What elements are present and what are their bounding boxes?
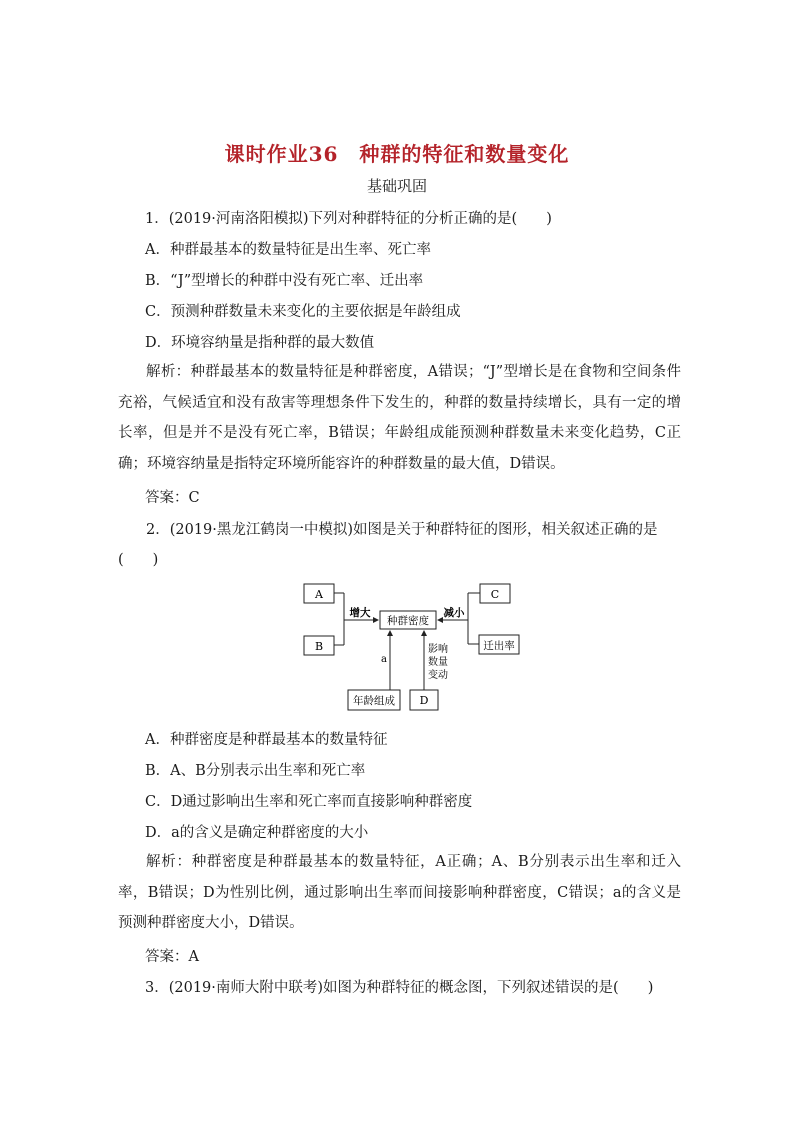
question-1-option-d: D．环境容纳量是指种群的最大数值 [145,335,375,351]
question-1-option-a: A．种群最基本的数量特征是出生率、死亡率 [145,242,431,258]
diagram-label-influence-1: 影响 [428,644,448,655]
diagram-box-c [480,584,510,603]
question-2-option-c: C．D通过影响出生率和死亡率而直接影响种群密度 [145,794,473,810]
svg-text:D: D [419,694,429,707]
svg-text:年龄组成: 年龄组成 [353,695,395,707]
svg-text:迁出率: 迁出率 [483,640,515,652]
svg-text:种群密度: 种群密度 [387,615,429,627]
diagram-box-emigration [479,635,519,654]
diagram-label-influence-2: 数量 [428,657,448,668]
question-2-option-a: A．种群密度是种群最基本的数量特征 [145,732,388,748]
question-2-option-d: D．a的含义是确定种群密度的大小 [145,825,369,841]
question-2-option-b: B．A、B分别表示出生率和死亡率 [145,763,366,779]
question-1-option-c: C．预测种群数量未来变化的主要依据是年龄组成 [145,304,461,320]
diagram-box-a [304,584,334,603]
question-1-analysis: 解析：种群最基本的数量特征是种群密度，A错误；“J”型增长是在食物和空间条件充裕，气候适宜和没有敌害等理想条件下发生的，种群的数量持续增长，具有一定的增长率，但是并不是没有死亡率，B错误；年龄组成能预测种群数量未来变化趋势，C正确；环境容纳量是指特定环境所能容许的种群数量的最大值，D错误。 [118,364,681,472]
diagram-box-b [304,636,334,655]
svg-text:B: B [314,640,324,653]
diagram-box-d [410,690,438,710]
population-feature-diagram [300,578,530,716]
diagram-label-a: a [381,654,387,665]
diagram-box-age-structure [348,690,400,710]
section-heading: 基础巩固 [366,177,427,195]
question-3-stem: 3．(2019·南师大附中联考)如图为种群特征的概念图，下列叙述错误的是( ) [145,980,654,996]
diagram-label-increase: 增大 [349,607,371,619]
diagram-box-density [380,611,436,629]
diagram-left-connector [334,593,378,645]
question-2-analysis: 解析：种群密度是种群最基本的数量特征，A正确；A、B分别表示出生率和迁入率，B错误；D为性别比例，通过影响出生率而间接影响种群密度，C错误；a的含义是预测种群密度大小，D错误。 [118,854,681,931]
question-1-option-b: B．“J”型增长的种群中没有死亡率、迁出率 [145,273,424,289]
svg-text:C: C [490,588,500,601]
question-2-stem: 2．(2019·黑龙江鹤岗一中模拟)如图是关于种群特征的图形，相关叙述正确的是( ) [118,522,658,568]
question-1-answer: 答案：C [145,490,200,506]
diagram-label-influence-3: 变动 [428,670,448,681]
svg-text:A: A [315,588,323,601]
page-title: 课时作业36 种群的特征和数量变化 [224,142,570,166]
diagram-label-decrease: 减小 [443,607,465,619]
question-1-stem: 1．(2019·河南洛阳模拟)下列对种群特征的分析正确的是( ) [145,211,552,227]
question-2-answer: 答案：A [145,949,199,965]
